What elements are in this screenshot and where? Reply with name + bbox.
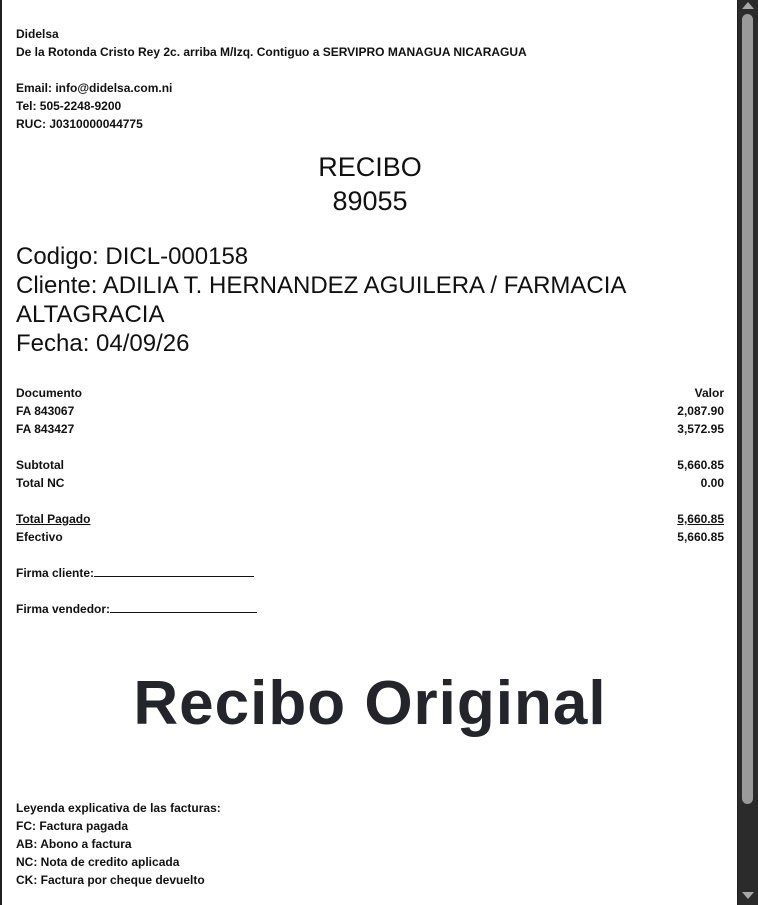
receipt-title-block	[16, 150, 724, 218]
signature-client	[16, 564, 257, 582]
scroll-down-icon[interactable]	[742, 892, 754, 899]
table-header-row	[16, 384, 724, 402]
legend-item: FC: Factura pagada	[16, 819, 129, 833]
total-pagado-label: Total Pagado	[16, 512, 91, 526]
document-value: 2,087.90	[677, 404, 724, 418]
scroll-up-icon[interactable]	[742, 2, 754, 9]
total-nc-row	[16, 474, 724, 492]
scroll-thumb[interactable]	[742, 14, 753, 804]
payment-table	[16, 384, 724, 546]
subtotal-value: 5,660.85	[677, 458, 724, 472]
invoice-legend	[16, 799, 221, 889]
subtotal-row	[16, 456, 724, 474]
document-id: FA 843067	[16, 404, 75, 418]
company-ruc: RUC: J0310000044775	[16, 117, 143, 131]
total-pagado-value: 5,660.85	[677, 512, 724, 526]
legend-item: NC: Nota de credito aplicada	[16, 855, 180, 869]
efectivo-label: Efectivo	[16, 530, 63, 544]
total-pagado-row	[16, 510, 724, 528]
document-id: FA 843427	[16, 422, 75, 436]
client-name: Cliente: ADILIA T. HERNANDEZ AGUILERA / FARMACIA ALTAGRACIA	[16, 272, 626, 328]
signature-seller	[16, 600, 257, 618]
receipt-original-label: Recibo Original	[133, 669, 607, 738]
company-email: Email: info@didelsa.com.ni	[16, 81, 173, 95]
receipt-page	[2, 0, 737, 905]
signature-block	[16, 564, 257, 618]
client-info	[16, 242, 656, 358]
legend-title: Leyenda explicativa de las facturas:	[16, 801, 221, 815]
receipt-title: RECIBO	[318, 152, 422, 182]
column-header-documento: Documento	[16, 386, 82, 400]
subtotal-label: Subtotal	[16, 458, 64, 472]
signature-client-line	[94, 564, 254, 577]
company-address: De la Rotonda Cristo Rey 2c. arriba M/Izq. Contiguo a SERVIPRO MANAGUA NICARAGUA	[16, 45, 527, 59]
table-row	[16, 402, 724, 420]
table-row	[16, 420, 724, 438]
column-header-valor: Valor	[694, 386, 724, 400]
company-name: Didelsa	[16, 27, 59, 41]
efectivo-row	[16, 528, 724, 546]
efectivo-value: 5,660.85	[677, 530, 724, 544]
company-header	[16, 25, 527, 133]
total-nc-value: 0.00	[700, 476, 724, 490]
legend-item: CK: Factura por cheque devuelto	[16, 873, 205, 887]
signature-seller-label: Firma vendedor:	[16, 602, 111, 616]
legend-item: AB: Abono a factura	[16, 837, 132, 851]
receipt-date: Fecha: 04/09/26	[16, 330, 190, 357]
receipt-number: 89055	[332, 186, 408, 216]
total-nc-label: Total NC	[16, 476, 65, 490]
company-tel: Tel: 505-2248-9200	[16, 99, 122, 113]
vertical-scrollbar[interactable]	[738, 0, 758, 905]
signature-seller-line	[110, 600, 257, 613]
client-code: Codigo: DICL-000158	[16, 243, 249, 270]
signature-client-label: Firma cliente:	[16, 566, 95, 580]
document-value: 3,572.95	[677, 422, 724, 436]
